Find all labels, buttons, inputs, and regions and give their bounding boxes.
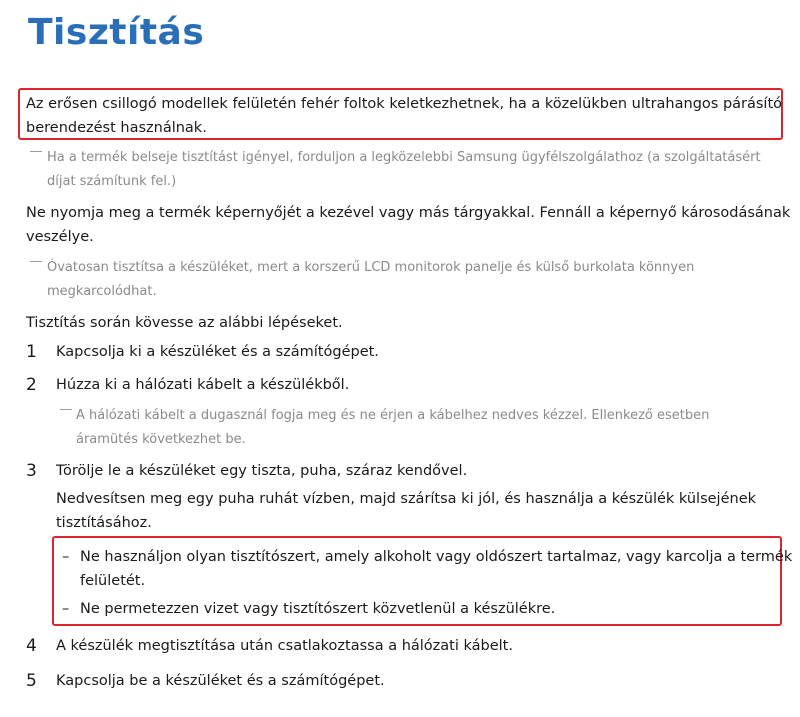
step-number: 4 <box>26 636 37 656</box>
bullet-1-line-1: Ne használjon olyan tisztítószert, amely alkoholt vagy oldószert tartalmaz, vagy karcolja a termék <box>80 549 793 565</box>
note-mark-icon <box>60 409 72 410</box>
bullet-dash: – <box>62 601 70 617</box>
bullet-2: Ne permetezzen vizet vagy tisztítószert közvetlenül a készülékre. <box>80 601 556 617</box>
step-text: Húzza ki a hálózati kábelt a készülékből. <box>56 377 350 393</box>
step-number: 5 <box>26 671 37 691</box>
bullet-1-line-2: felületét. <box>80 573 146 589</box>
note-mark-icon <box>30 151 42 152</box>
paragraph-1-line-2: veszélye. <box>26 229 94 245</box>
step-3-detail-line-1: Nedvesítsen meg egy puha ruhát vízben, majd szárítsa ki jól, és használja a készülék külsejének <box>56 491 757 507</box>
step-text: A készülék megtisztítása után csatlakoztassa a hálózati kábelt. <box>56 638 513 654</box>
step-3-detail-line-2: tisztításához. <box>56 515 152 531</box>
page-title: Tisztítás <box>28 12 205 53</box>
note-2-line-2: megkarcolódhat. <box>47 284 157 299</box>
step-text: Törölje le a készüléket egy tiszta, puha, száraz kendővel. <box>56 463 468 479</box>
step-number: 2 <box>26 375 37 395</box>
step-text: Kapcsolja ki a készüléket és a számítógépet. <box>56 344 379 360</box>
warning-line-2: berendezést használnak. <box>26 120 207 136</box>
note-1-line-1: Ha a termék belseje tisztítást igényel, forduljon a legközelebbi Samsung ügyfélszolgálathoz (a szolgáltatásért <box>47 150 761 165</box>
bullet-dash: – <box>62 549 70 565</box>
warning-line-1: Az erősen csillogó modellek felületén fehér foltok keletkezhetnek, ha a közelükben ultrahangos párásító <box>26 96 783 112</box>
steps-intro: Tisztítás során kövesse az alábbi lépéseket. <box>26 315 343 331</box>
step-2-note-line-1: A hálózati kábelt a dugasznál fogja meg és ne érjen a kábelhez nedves kézzel. Ellenkező esetben <box>76 408 710 423</box>
step-2-note-line-2: áramütés következhet be. <box>76 432 246 447</box>
note-2-line-1: Óvatosan tisztítsa a készüléket, mert a korszerű LCD monitorok panelje és külső burkolata könnyen <box>47 260 695 275</box>
step-number: 3 <box>26 461 37 481</box>
step-text: Kapcsolja be a készüléket és a számítógépet. <box>56 673 385 689</box>
note-mark-icon <box>30 261 42 262</box>
step-number: 1 <box>26 342 37 362</box>
note-1-line-2: díjat számítunk fel.) <box>47 174 177 189</box>
paragraph-1-line-1: Ne nyomja meg a termék képernyőjét a kezével vagy más tárgyakkal. Fennáll a képernyő károsodásának <box>26 205 791 221</box>
